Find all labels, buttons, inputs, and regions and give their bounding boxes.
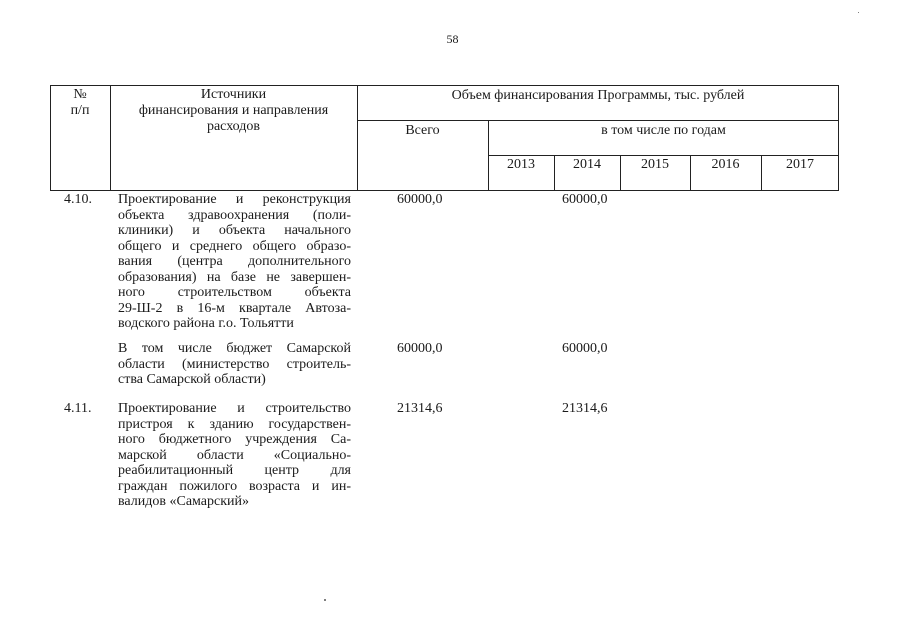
header-source-line-2: финансирования и направления xyxy=(138,103,329,118)
row-total: 60000,0 xyxy=(397,192,443,207)
header-volume: Объем финансирования Программы, тыс. рублей xyxy=(451,88,745,103)
header-year-2014: 2014 xyxy=(573,157,601,172)
row-number: 4.11. xyxy=(64,401,92,416)
row-description: Проектирование и строительство пристроя к зданию государствен- ного бюджетного учреждения Са- марской области «Социально- реабилитационный центр для граждан пожилого возраста и ин- валидов «Самарский» xyxy=(118,401,351,509)
header-num-line-2: п/п xyxy=(70,103,90,118)
header-year-2013: 2013 xyxy=(507,157,535,172)
header-source-line-3: расходов xyxy=(206,119,261,134)
header-year-2015: 2015 xyxy=(641,157,669,172)
page-number: 58 xyxy=(446,32,459,46)
row-2014: 60000,0 xyxy=(562,192,608,207)
row-description: В том числе бюджет Самарской области (министерство строитель- ства Самарской области) xyxy=(118,341,351,387)
row-total: 21314,6 xyxy=(397,401,443,416)
header-years-group: в том числе по годам xyxy=(601,123,726,138)
row-total: 60000,0 xyxy=(397,341,443,356)
header-num-line-1: № xyxy=(73,87,87,102)
row-number: 4.10. xyxy=(64,192,92,207)
row-2014: 21314,6 xyxy=(562,401,608,416)
scan-speck xyxy=(858,12,859,13)
table-header xyxy=(50,85,839,191)
row-2014: 60000,0 xyxy=(562,341,608,356)
header-year-2017: 2017 xyxy=(786,157,814,172)
header-source-line-1: Источники xyxy=(200,87,267,102)
scan-speck xyxy=(324,599,326,601)
header-total: Всего xyxy=(405,123,440,138)
header-year-2016: 2016 xyxy=(711,157,740,172)
row-description: Проектирование и реконструкция объекта здравоохранения (поли- клиники) и объекта начального общего и среднего общего образо- вания (центра дополнительного образования) на базе не завершен- ного строительством объекта 29-Ш-2 в 16-м квартале Автоза- водского района г.о. Тольятти xyxy=(118,192,351,331)
